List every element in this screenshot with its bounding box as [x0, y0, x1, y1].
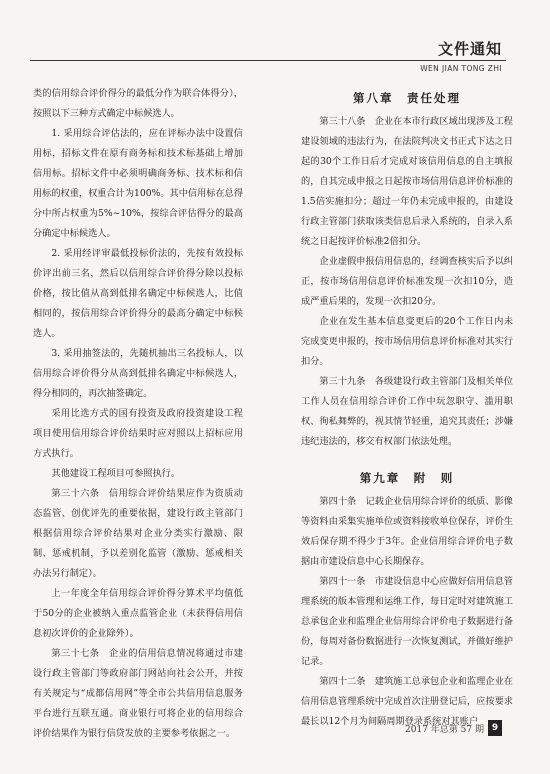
article-41: 第四十一条 市建设信息中心应做好信用信息管理系统的版本管理和运维工作，每日定时对建筑施工总承包企业和监理企业信用综合评价电子数据进行备份，每周对备份数据进行一次恢复测试，并做好维护记录。 [301, 576, 513, 667]
paragraph: 企业在发生基本信息变更后的20个工作日内未完成变更申报的，按市场信用信息评价标准对其实行扣分。 [301, 316, 513, 367]
article-37: 第三十七条 企业的信用信息情况将通过市建设行政主管部门等政府部门网站向社会公开，并按有关规定与“成都信用网”等全市公共信用信息服务平台进行互联互通。商业银行可将企业的信用综合评价结果作为银行信贷发放的主要参考依据之一。 [33, 648, 243, 739]
right-column [301, 84, 513, 732]
paragraph: 采用比选方式的国有投资及政府投资建设工程项目使用信用综合评价结果时应对照以上招标应用方式执行。 [33, 408, 243, 459]
paragraph: 上一年度全年信用综合评价得分算术平均值低于50分的企业被纳入重点监管企业（未获得信用信息初次评价的企业除外）。 [33, 588, 243, 639]
article-36: 第三十六条 信用综合评价结果应作为资质动态监管、创优评先的重要依据，建设行政主管部门根据信用综合评价结果对企业分类实行激励、限制、惩戒机制，予以差别化监管（激励、惩戒相关办法另行制定）。 [33, 488, 243, 579]
page-header-title: 文件通知 [437, 40, 502, 58]
paragraph: 3. 采用抽签法的，先随机抽出三名投标人，以信用综合评价得分从高到低排名确定中标候选人，得分相同的，再次抽签确定。 [33, 348, 243, 399]
paragraph: 类的信用综合评价得分的最低分作为联合体得分），按照以下三种方式确定中标候选人。 [33, 88, 243, 119]
chapter-8-heading: 第八章 责任处理 [353, 91, 461, 105]
page-footer [405, 720, 502, 736]
chapter-9-heading: 第九章 附 则 [359, 471, 455, 485]
paragraph: 其他建设工程项目可参照执行。 [51, 468, 181, 479]
header-divider [30, 60, 506, 61]
page-header-subtitle: WEN JIAN TONG ZHI [420, 64, 502, 73]
issue-label: 2017 年总第 57 期 [405, 724, 484, 735]
article-42: 第四十二条 建筑施工总承包企业和监理企业在信用信息管理系统中完成首次注册登记后，应按要求最长以12个月为间隔周期登录系统对其账户 [301, 676, 513, 727]
spacer [301, 452, 513, 464]
article-39: 第三十九条 各级建设行政主管部门及相关单位工作人员在信用综合评价工作中玩忽职守、滥用职权、徇私舞弊的，视其情节轻重，追究其责任；涉嫌违纪违法的，移交有权部门依法处理。 [301, 376, 513, 447]
paragraph: 1. 采用综合评估法的，应在评标办法中设置信用标，招标文件在原有商务标和技术标基础上增加信用标。招标文件中必须明确商务标、技术标和信用标的权重，权重合计为100%。其中信用标在总得分中所占权重为5%~10%，按综合评估得分的最高分确定中标候选人。 [33, 128, 244, 239]
paragraph: 企业虚假申报信用信息的，经调查核实后予以纠正，按市场信用信息评价标准发现一次扣10分，造成严重后果的，发现一次扣20分。 [301, 256, 513, 307]
article-40: 第四十条 记载企业信用综合评价的纸质、影像等资料由采集实施单位或资料接收单位保存，评价生效后保存期不得少于3年。企业信用综合评价电子数据由市建设信息中心长期保存。 [301, 496, 513, 567]
article-38: 第三十八条 企业在本市行政区域出现涉及工程建设领域的违法行为，在法院判决文书正式下达之日起的30个工作日后才完成对该信用信息的自主填报的，自其完成申报之日起按市场信用信息评价标准的1.5倍实施扣分；超过一年仍未完成申报的，由建设行政主管部门获取该类信息后录入系统的，自录入系统之日起按评价标准2倍扣分。 [301, 116, 513, 247]
paragraph: 2. 采用经评审最低投标价法的，先按有效投标价评出前三名，然后以信用综合评价得分除以投标价格，按比值从高到低排名确定中标候选人，比值相同的，按信用综合评价得分的最高分确定中标候选人。 [33, 248, 243, 339]
page-number: 9 [488, 720, 502, 736]
left-column [33, 84, 243, 744]
